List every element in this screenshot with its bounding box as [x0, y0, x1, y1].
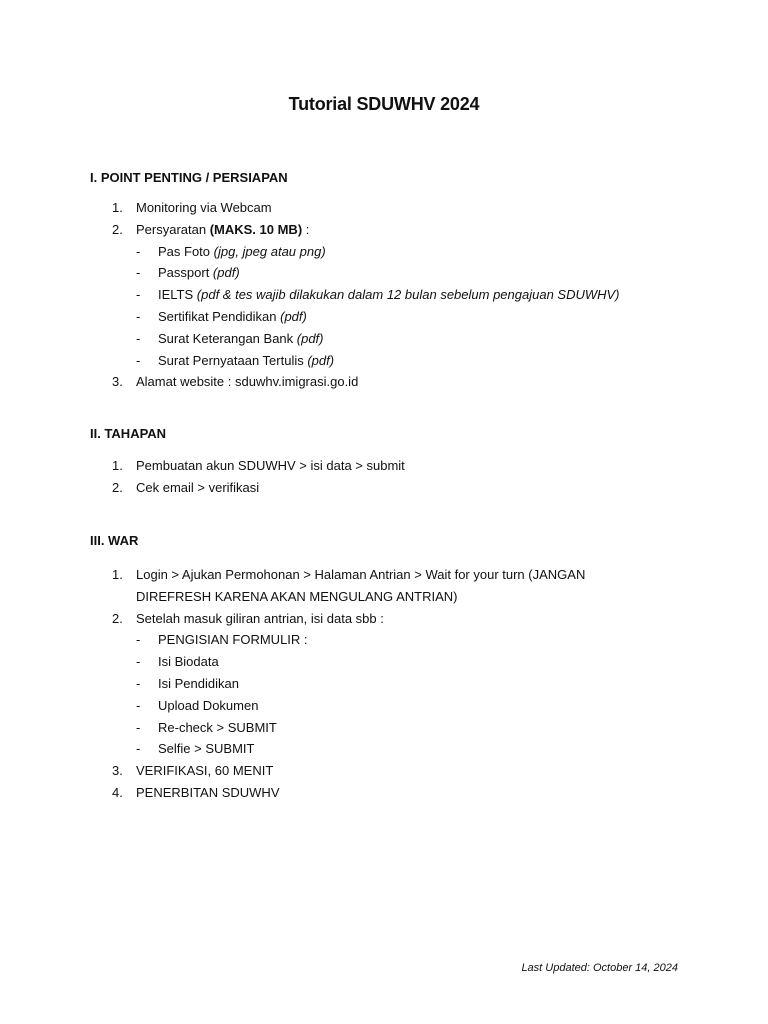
dash: -: [136, 632, 141, 648]
dash: -: [136, 265, 141, 281]
dash: -: [136, 243, 141, 259]
list-item: [0, 371, 768, 393]
sub-item: [0, 241, 768, 263]
sub-item-text: Surat Pernyataan Tertulis (pdf): [158, 352, 335, 368]
sub-item-text: Pas Foto (jpg, jpeg atau png): [158, 243, 326, 259]
list-item-text: Cek email > verifikasi: [136, 479, 260, 495]
list-item-text: Login > Ajukan Permohonan > Halaman Antrian > Wait for your turn (JANGAN DIREFRESH KARENA AKAN MENGULANG ANTRIAN): [136, 567, 586, 604]
sub-item-text: Sertifikat Pendidikan (pdf): [158, 308, 307, 324]
dash: -: [136, 675, 141, 691]
list-number: 4.: [112, 784, 123, 800]
website-address: Alamat website : sduwhv.imigrasi.go.id: [136, 374, 359, 390]
sub-item-text: Re-check > SUBMIT: [158, 719, 277, 735]
list-item: [0, 455, 768, 477]
list-number: 2.: [112, 221, 123, 237]
list-item-text: PENERBITAN SDUWHV: [136, 784, 280, 800]
page-title: Tutorial SDUWHV 2024: [288, 94, 480, 114]
section-heading-war: III. WAR: [90, 533, 139, 548]
list-item: [0, 219, 768, 241]
list-number: 1.: [112, 567, 123, 582]
list-item: [0, 760, 768, 782]
sub-item-text: Upload Dokumen: [158, 697, 259, 713]
dash: -: [136, 719, 141, 735]
dash: -: [136, 741, 141, 757]
list-number: 2.: [112, 610, 123, 626]
list-number: 1.: [112, 458, 123, 473]
list-tahapan: [0, 455, 768, 499]
dash: -: [136, 654, 141, 670]
sub-item: [0, 695, 768, 717]
sub-item: [0, 738, 768, 760]
sub-item-text: Passport (pdf): [158, 265, 240, 281]
list-item: [0, 197, 768, 219]
list-item-text: Persyaratan (MAKS. 10 MB) :: [136, 221, 310, 237]
list-number: 3.: [112, 763, 123, 779]
sub-item: [0, 328, 768, 350]
section-heading-persiapan: I. POINT PENTING / PERSIAPAN: [90, 170, 288, 185]
sub-item-text: Selfie > SUBMIT: [158, 741, 255, 757]
sub-item-text: IELTS (pdf & tes wajib dilakukan dalam 12 bulan sebelum pengajuan SDUWHV): [158, 287, 620, 303]
sub-item: [0, 306, 768, 328]
sub-item: [0, 284, 768, 306]
dash: -: [136, 330, 141, 346]
sub-item: [0, 350, 768, 372]
list-item-text: Pembuatan akun SDUWHV > isi data > submit: [136, 458, 405, 473]
sub-item-text: Surat Keterangan Bank (pdf): [158, 330, 324, 346]
sub-item: [0, 673, 768, 695]
dash: -: [136, 697, 141, 713]
last-updated-footer: Last Updated: October 14, 2024: [521, 962, 678, 974]
sub-item: [0, 651, 768, 673]
sub-item-text: Isi Pendidikan: [158, 675, 239, 691]
list-item: [0, 782, 768, 804]
sub-item: [0, 717, 768, 739]
list-war: [0, 564, 768, 804]
list-number: 2.: [112, 479, 123, 495]
list-item-text: Setelah masuk giliran antrian, isi data sbb :: [136, 610, 384, 626]
list-persiapan: [0, 197, 768, 393]
list-number: 1.: [112, 200, 123, 215]
sub-item: [0, 262, 768, 284]
sub-item: [0, 629, 768, 651]
sub-item-text: Isi Biodata: [158, 654, 219, 670]
section-heading-tahapan: II. TAHAPAN: [90, 426, 167, 441]
list-item: [0, 477, 768, 499]
dash: -: [136, 287, 141, 303]
list-item-text: VERIFIKASI, 60 MENIT: [136, 763, 274, 779]
dash: -: [136, 352, 141, 368]
sub-item-text: PENGISIAN FORMULIR :: [158, 632, 308, 648]
dash: -: [136, 308, 141, 324]
list-item: [0, 564, 768, 608]
list-item-text: Monitoring via Webcam: [136, 200, 272, 215]
list-item: [0, 608, 768, 630]
size-limit: (MAKS. 10 MB): [209, 221, 303, 237]
list-number: 3.: [112, 374, 123, 390]
